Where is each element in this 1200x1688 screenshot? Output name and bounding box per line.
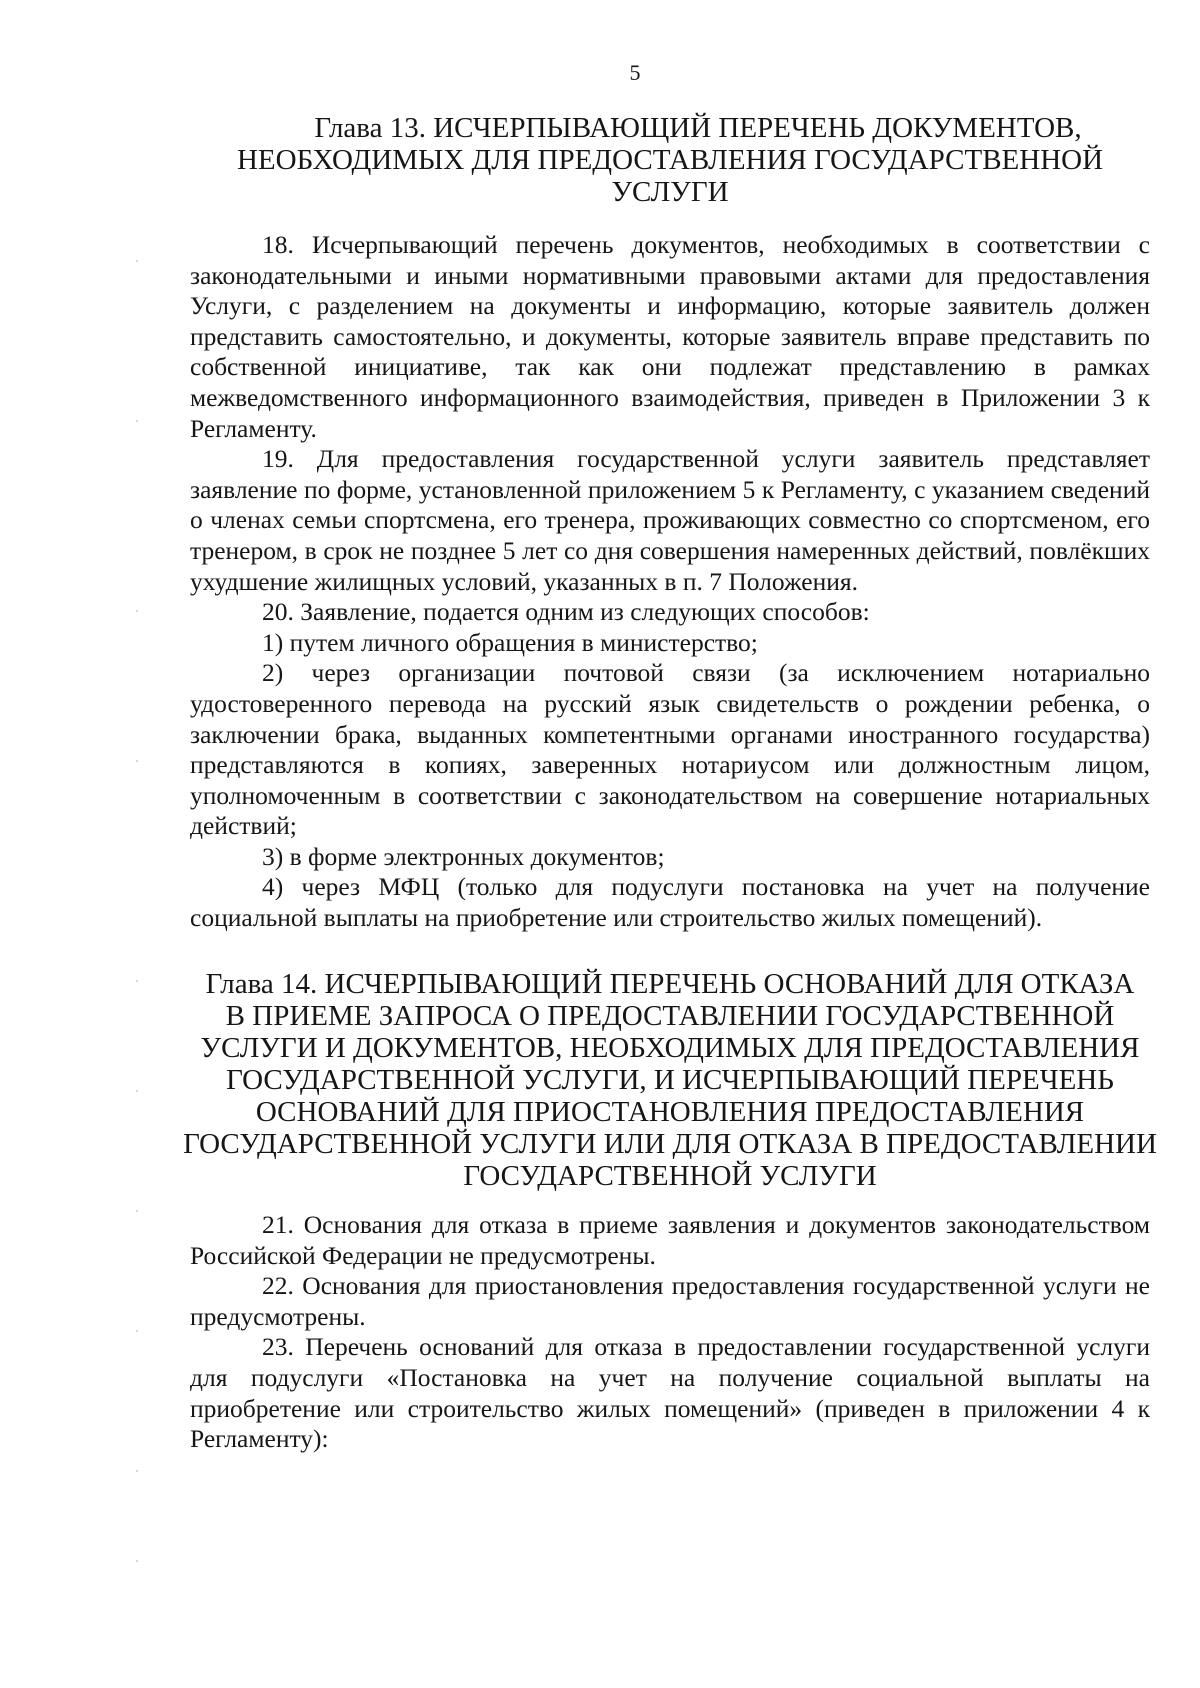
paragraph-23: 23. Перечень оснований для отказа в предоставлении государственной услуги для подуслуги «Постановка на учет на получение социальной выплаты на приобретение или строительство жилых помещений» (приведен в приложении 4 к Регламенту): — [190, 1332, 1150, 1454]
list-item: 1) путем личного обращения в министерство; — [262, 627, 758, 657]
paragraph-18: 18. Исчерпывающий перечень документов, необходимых в соответствии с законодательными и иными нормативными правовыми актами для предоставления Услуги, с разделением на документы и информацию, которые заявитель должен представить самостоятельно, и документы, которые заявитель вправе представить по собственной инициативе, так как они подлежат представлению в рамках межведомственного информационного взаимодействия, приведен в Приложении 3 к Регламенту. — [190, 230, 1150, 443]
heading-line: ГОСУДАРСТВЕННОЙ УСЛУГИ ИЛИ ДЛЯ ОТКАЗА В ПРЕДОСТАВЛЕНИИ — [183, 1128, 1157, 1160]
scan-edge-marks — [136, 0, 138, 1688]
chapter-14-body — [190, 1210, 1150, 1455]
list-item: 3) в форме электронных документов; — [262, 841, 665, 871]
heading-line: ГОСУДАРСТВЕННОЙ УСЛУГИ — [463, 1160, 877, 1192]
list-item: 4) через МФЦ (только для подуслуги постановка на учет на получение социальной выплаты на приобретение или строительство жилых помещений). — [190, 872, 1150, 933]
page-number: 5 — [629, 60, 641, 85]
paragraph-21: 21. Основания для отказа в приеме заявления и документов законодательством Российской Федерации не предусмотрены. — [190, 1210, 1150, 1270]
heading-line: НЕОБХОДИМЫХ ДЛЯ ПРЕДОСТАВЛЕНИЯ ГОСУДАРСТВЕННОЙ — [236, 144, 1104, 176]
heading-line: ГОСУДАРСТВЕННОЙ УСЛУГИ, И ИСЧЕРПЫВАЮЩИЙ ПЕРЕЧЕНЬ — [226, 1064, 1114, 1096]
heading-line: ОСНОВАНИЙ ДЛЯ ПРИОСТАНОВЛЕНИЯ ПРЕДОСТАВЛЕНИЯ — [255, 1096, 1085, 1128]
chapter-14-heading — [175, 968, 1165, 1192]
heading-line: Глава 13. ИСЧЕРПЫВАЮЩИЙ ПЕРЕЧЕНЬ ДОКУМЕНТОВ, — [314, 112, 1082, 144]
heading-line: В ПРИЕМЕ ЗАПРОСА О ПРЕДОСТАВЛЕНИИ ГОСУДАРСТВЕННОЙ — [225, 1000, 1115, 1032]
chapter-13-body — [190, 230, 1150, 934]
list-item: 2) через организации почтовой связи (за исключением нотариально удостоверенного перевода на русский язык свидетельств о рождении ребенка, о заключении брака, выданных компетентными органами иностранного государства) представляются в копиях, заверенных нотариусом или должностным лицом, уполномоченным в соответствии с законодательством на совершение нотариальных действий; — [190, 658, 1150, 841]
heading-line: Глава 14. ИСЧЕРПЫВАЮЩИЙ ПЕРЕЧЕНЬ ОСНОВАНИЙ ДЛЯ ОТКАЗА — [205, 968, 1135, 1000]
paragraph-19: 19. Для предоставления государственной услуги заявитель представляет заявление по форме, установленной приложением 5 к Регламенту, с указанием сведений о членах семьи спортсмена, его тренера, проживающих совместно со спортсменом, его тренером, в срок не позднее 5 лет со дня совершения намеренных действий, повлёкших ухудшение жилищных условий, указанных в п. 7 Положения. — [190, 444, 1150, 596]
paragraph-20: 20. Заявление, подается одним из следующих способов: — [262, 597, 870, 627]
heading-line: УСЛУГИ — [611, 176, 729, 208]
heading-line: УСЛУГИ И ДОКУМЕНТОВ, НЕОБХОДИМЫХ ДЛЯ ПРЕДОСТАВЛЕНИЯ — [200, 1032, 1140, 1064]
paragraph-22: 22. Основания для приостановления предоставления государственной услуги не предусмотрены. — [190, 1271, 1150, 1331]
chapter-13-heading — [190, 112, 1150, 208]
